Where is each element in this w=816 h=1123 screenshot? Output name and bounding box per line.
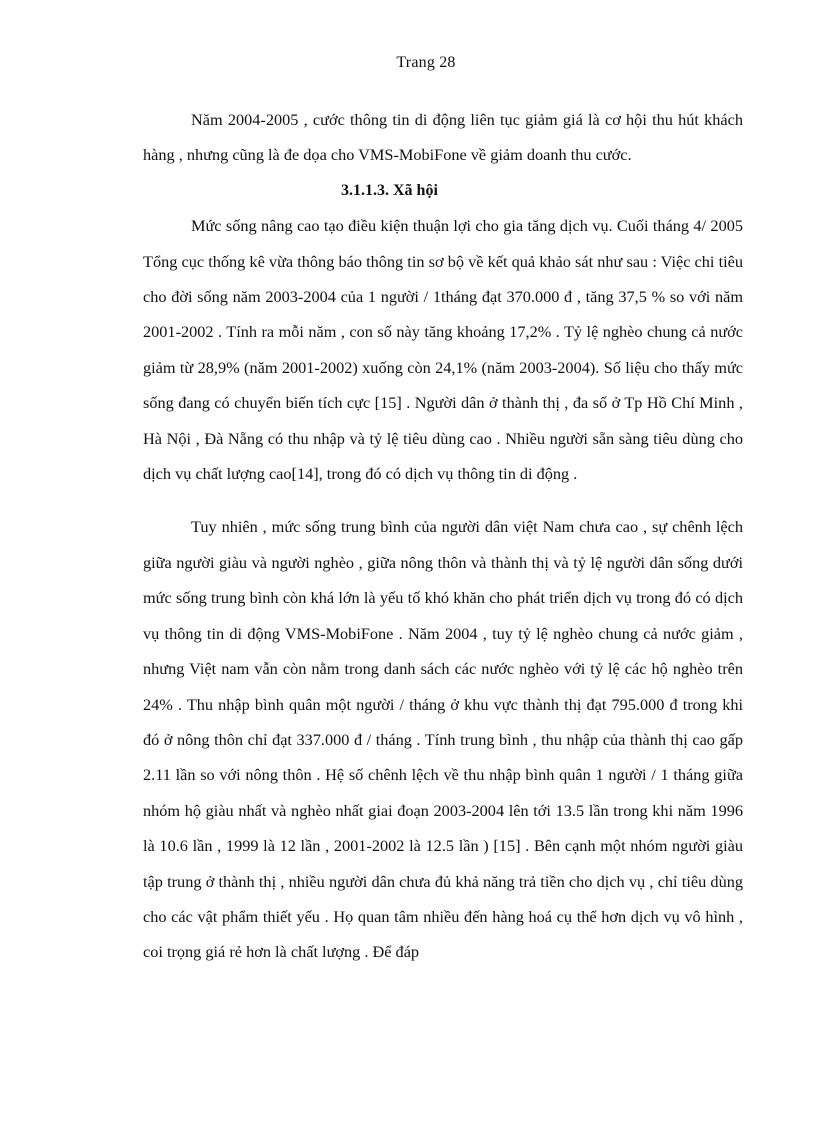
page-body — [143, 102, 743, 970]
paragraph-gap — [143, 491, 743, 509]
paragraph-income-gap: Tuy nhiên , mức sống trung bình của người dân việt Nam chưa cao , sự chênh lệch giữa người giàu và người nghèo , giữa nông thôn và thành thị và tỷ lệ người dân sống dưới mức sống trung bình còn khá lớn là yếu tố khó khăn cho phát triển dịch vụ trong đó có dịch vụ thông tin di động VMS-MobiFone . Năm 2004 , tuy tỷ lệ nghèo chung cả nước giảm , nhưng Việt nam vẫn còn nằm trong danh sách các nước nghèo với tỷ lệ các hộ nghèo trên 24% . Thu nhập bình quân một người / tháng ở khu vực thành thị đạt 795.000 đ trong khi đó ở nông thôn chỉ đạt 337.000 đ / tháng . Tính trung bình , thu nhập của thành thị cao gấp 2.11 lần so với nông thôn . Hệ số chênh lệch về thu nhập bình quân 1 người / 1 tháng giữa nhóm hộ giàu nhất và nghèo nhất giai đoạn 2003-2004 lên tới 13.5 lần trong khi năm 1996 là 10.6 lần , 1999 là 12 lần , 2001-2002 là 12.5 lần ) [15] . Bên cạnh một nhóm người giàu tập trung ở thành thị , nhiều người dân chưa đủ khả năng trả tiền cho dịch vụ , chỉ tiêu dùng cho các vật phẩm thiết yếu . Họ quan tâm nhiều đến hàng hoá cụ thể hơn dịch vụ vô hình , coi trọng giá rẻ hơn là chất lượng . Để đáp — [143, 517, 743, 962]
paragraph-living-standards: Mức sống nâng cao tạo điều kiện thuận lợi cho gia tăng dịch vụ. Cuối tháng 4/ 2005 Tổng cục thống kê vừa thông báo thông tin sơ bộ về kết quả khảo sát như sau : Việc chi tiêu cho đời sống năm 2003-2004 của 1 người / 1tháng đạt 370.000 đ , tăng 37,5 % so với năm 2001-2002 . Tính ra mỗi năm , con số này tăng khoảng 17,2% . Tỷ lệ nghèo chung cả nước giảm từ 28,9% (năm 2001-2002) xuống còn 24,1% (năm 2003-2004). Số liệu cho thấy mức sống đang có chuyển biến tích cực [15] . Người dân ở thành thị , đa số ở Tp Hồ Chí Minh , Hà Nội , Đà Nẵng có thu nhập và tỷ lệ tiêu dùng cao . Nhiều người sẵn sàng tiêu dùng cho dịch vụ chất lượng cao[14], trong đó có dịch vụ thông tin di động . — [143, 216, 743, 484]
section-heading: 3.1.1.3. Xã hội — [341, 181, 438, 199]
page-number: Trang 28 — [396, 54, 456, 71]
intro-paragraph: Năm 2004-2005 , cước thông tin di động liên tục giảm giá là cơ hội thu hút khách hàng , nhưng cũng là đe dọa cho VMS-MobiFone về giảm doanh thu cước. — [143, 110, 743, 165]
